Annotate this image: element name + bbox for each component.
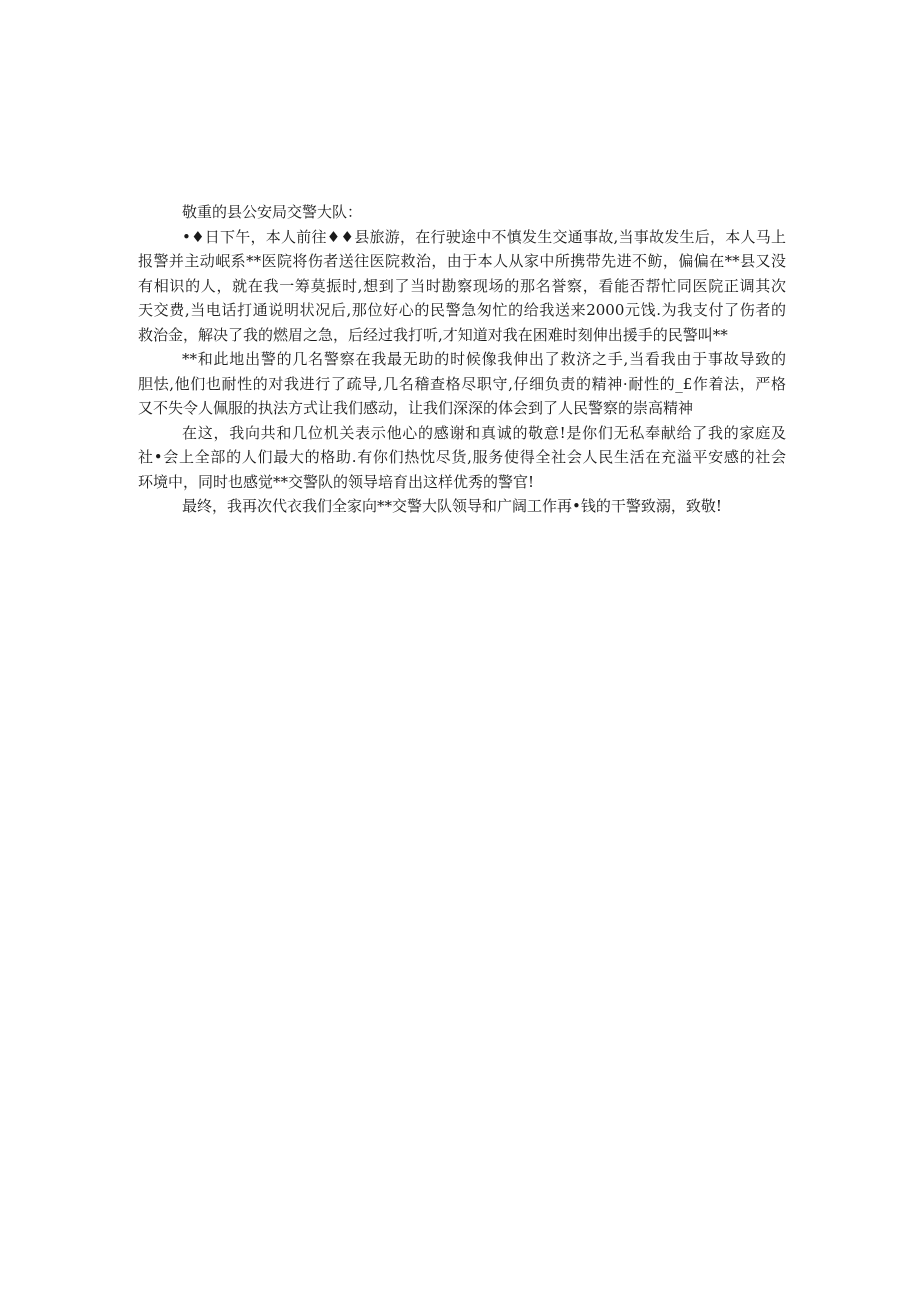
paragraph-1-line-1: •♦日下午，本人前往♦♦县旅游，在行驶途中不慎发生交通事故,当事故发生后，本人马上 xyxy=(182,227,786,246)
paragraph-1-line-5: 救治金，解决了我的燃眉之急，后经过我打听,才知道对我在困难时刻伸出援手的民警叫** xyxy=(138,325,728,344)
paragraph-3-line-3: 环境中，同时也感觉**交警队的领导培育出这样优秀的警官! xyxy=(138,472,535,491)
paragraph-1-line-4: 天交费,当电话打通说明状况后,那位好心的民警急匆忙的给我送来2000元饯.为我支付了伤者的 xyxy=(138,301,786,319)
thank-you-letter xyxy=(138,200,786,519)
paragraph-1-line-3: 有相识的人，就在我一筹莫振时,想到了当时勘察现场的那名誉察，看能否帮忙同医院正调其次 xyxy=(138,276,786,295)
paragraph-4-line-1: 最终，我再次代衣我们全家向**交警大队领导和广阔工作再•钱的干警致溺，致敬! xyxy=(182,497,722,515)
paragraph-1-line-2: 报警并主动岷系**医院将伤者送往医院救治，由于本人从家中所携带先进不鲂，偏偏在**县又没 xyxy=(138,252,786,270)
paragraph-3-line-2: 社•会上全部的人们最大的格助.有你们热忱尽货,服务使得全社会人民生活在充溢平安感的社会 xyxy=(138,448,786,466)
paragraph-2-line-2: 胆怯,他们也耐性的对我进行了疏导,几名稽查格尽职守,仔细负责的精神·耐性的_£作着法，严格 xyxy=(138,374,786,393)
paragraph-2-line-1: **和此地出警的几名警察在我最无助的时候像我伸出了救济之手,当看我由于事故导致的 xyxy=(182,350,786,368)
paragraph-3-line-1: 在这，我向共和几位机关表示他心的感谢和真诚的敬意!是你们无私奉献给了我的家庭及 xyxy=(182,423,786,442)
paragraph-2-line-3: 又不失令人佩服的执法方式让我们感动，让我们深深的体会到了人民警察的崇高精神 xyxy=(138,399,694,417)
salutation: 敬重的县公安局交警大队： xyxy=(182,203,363,221)
